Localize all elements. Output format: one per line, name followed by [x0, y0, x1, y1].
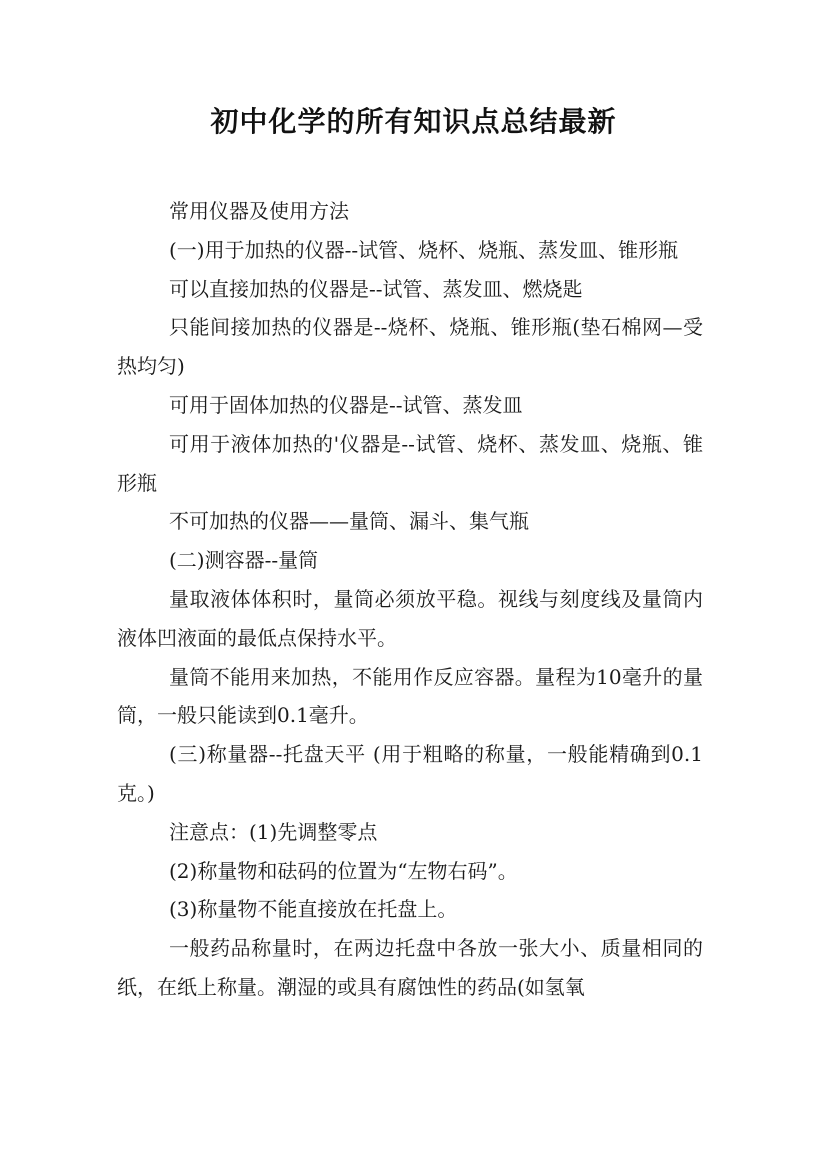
- document-body: [117, 192, 703, 1007]
- paragraph: 可以直接加热的仪器是--试管、蒸发皿、燃烧匙: [169, 276, 583, 301]
- paragraph: (三)称量器--托盘天平 (用于粗略的称量，一般能精确到0.1克。): [117, 742, 703, 805]
- paragraph: (一)用于加热的仪器--试管、烧杯、烧瓶、蒸发皿、锥形瓶: [169, 237, 679, 262]
- paragraph: 只能间接加热的仪器是--烧杯、烧瓶、锥形瓶(垫石棉网—受热均匀): [117, 315, 703, 379]
- paragraph: (2)称量物和砝码的位置为“左物右码”。: [169, 858, 518, 883]
- paragraph: 常用仪器及使用方法: [169, 199, 349, 223]
- paragraph: (二)测容器--量筒: [169, 548, 319, 573]
- paragraph: (3)称量物不能直接放在托盘上。: [169, 897, 458, 922]
- paragraph: 不可加热的仪器——量筒、漏斗、集气瓶: [169, 509, 529, 534]
- paragraph: 可用于液体加热的'仪器是--试管、烧杯、蒸发皿、烧瓶、锥形瓶: [117, 431, 703, 495]
- paragraph: 注意点：(1)先调整零点: [169, 819, 378, 844]
- paragraph: 可用于固体加热的仪器是--试管、蒸发皿: [169, 392, 523, 417]
- paragraph: 量筒不能用来加热，不能用作反应容器。量程为10毫升的量筒，一般只能读到0.1毫升。: [117, 664, 703, 728]
- document-title: 初中化学的所有知识点总结最新: [210, 105, 617, 138]
- paragraph: 一般药品称量时，在两边托盘中各放一张大小、质量相同的纸，在纸上称量。潮湿的或具有腐蚀性的药品(如氢氧: [117, 936, 703, 999]
- paragraph: 量取液体体积时，量筒必须放平稳。视线与刻度线及量筒内液体凹液面的最低点保持水平。: [117, 586, 703, 650]
